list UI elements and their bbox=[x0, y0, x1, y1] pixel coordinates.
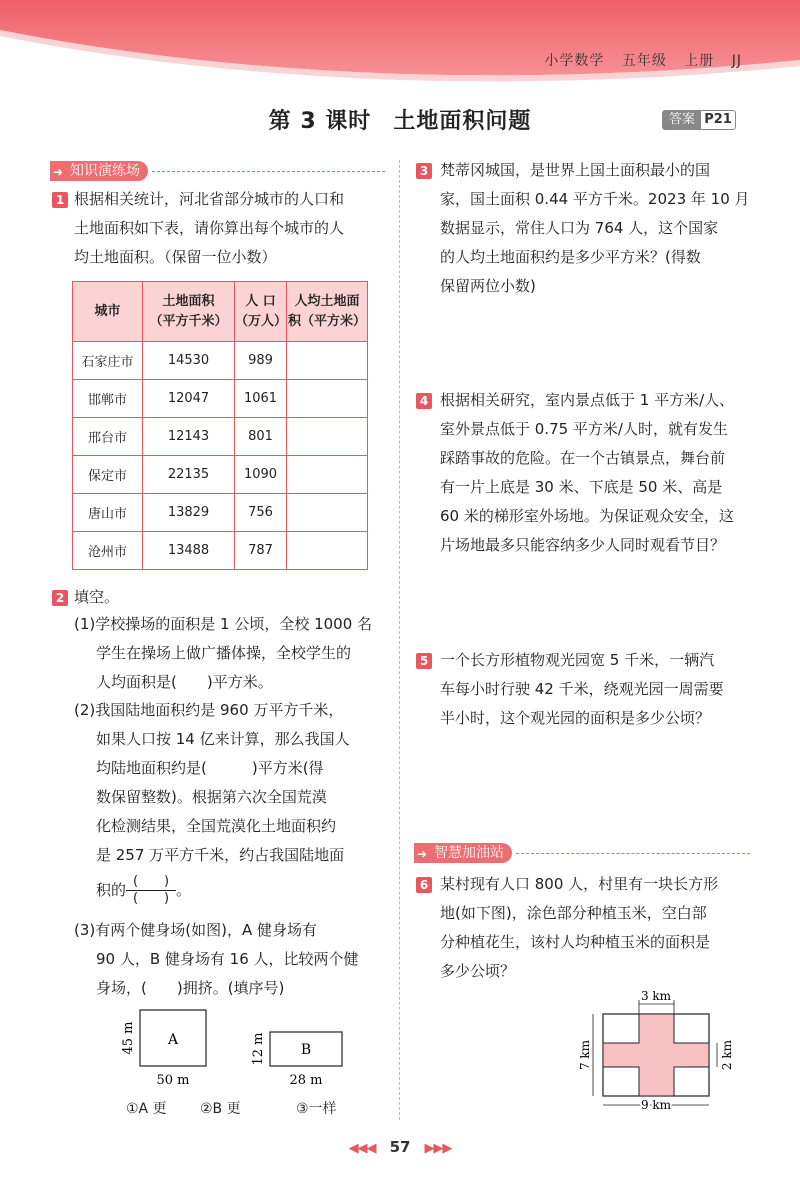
q2-intro: 填空。 bbox=[74, 588, 120, 606]
q5-line: 一个长方形植物观光园宽 5 千米，一辆汽 bbox=[440, 651, 715, 669]
question-number: 4 bbox=[416, 393, 432, 409]
q1-line: 均土地面积。（保留一位小数） bbox=[74, 248, 277, 266]
cell-answer-blank[interactable] bbox=[287, 342, 368, 380]
dim-left: 7 km bbox=[578, 1039, 592, 1071]
q6-line: 分种植花生，该村人均种植玉米的面积是 bbox=[440, 933, 711, 951]
q4-line: 踩踏事故的危险。在一个古镇景点，舞台前 bbox=[440, 449, 726, 467]
rect-b-side: 12 m bbox=[251, 1032, 266, 1066]
question-number: 2 bbox=[52, 590, 68, 606]
q2-line: (3)有两个健身场(如图)，A 健身场有 bbox=[74, 921, 317, 939]
q2-line: (1)学校操场的面积是 1 公顷，全校 1000 名 bbox=[74, 615, 373, 633]
q1-text bbox=[74, 185, 384, 272]
q5-line: 车每小时行驶 42 千米，绕观光园一周需要 bbox=[440, 680, 724, 698]
section-divider bbox=[152, 171, 385, 172]
page-footer bbox=[0, 1138, 800, 1156]
table-row bbox=[73, 380, 368, 418]
section-challenge bbox=[414, 843, 750, 863]
option-b[interactable]: ②B 更 bbox=[200, 1101, 241, 1117]
q4-line: 片场地最多只能容纳多少人同时观看节目？ bbox=[440, 536, 726, 554]
rect-a-label: A bbox=[167, 1032, 179, 1048]
cell-answer-blank[interactable] bbox=[287, 380, 368, 418]
column-divider bbox=[399, 160, 400, 1120]
cell-city: 石家庄市 bbox=[73, 342, 143, 380]
cell-area: 22135 bbox=[143, 456, 235, 494]
q4-line: 有一片上底是 30 米、下底是 50 米、高是 bbox=[440, 478, 723, 496]
answer-reference bbox=[662, 110, 736, 130]
q2-line: 90 人，B 健身场有 16 人，比较两个健 bbox=[96, 950, 359, 968]
rect-b-bottom: 28 m bbox=[289, 1073, 323, 1088]
page-number: 57 bbox=[389, 1138, 411, 1156]
rect-a-bottom: 50 m bbox=[156, 1073, 190, 1088]
lesson-name: 土地面积问题 bbox=[393, 109, 532, 134]
cell-answer-blank[interactable] bbox=[287, 418, 368, 456]
q2-line: 身场，( )拥挤。(填序号) bbox=[96, 979, 285, 997]
table-row bbox=[73, 456, 368, 494]
next-arrows-icon: ▶▶▶ bbox=[424, 1141, 452, 1156]
q1-line: 根据相关统计，河北省部分城市的人口和 bbox=[74, 190, 345, 208]
q5-line: 半小时，这个观光园的面积是多少公顷？ bbox=[440, 709, 711, 727]
cell-area: 12047 bbox=[143, 380, 235, 418]
option-c[interactable]: ③一样 bbox=[296, 1101, 337, 1117]
q1-line: 土地面积如下表，请你算出每个城市的人 bbox=[74, 219, 345, 237]
rect-b-label: B bbox=[300, 1042, 312, 1058]
q6-line: 某村现有人口 800 人，村里有一块长方形 bbox=[440, 875, 719, 893]
cell-population: 756 bbox=[235, 494, 287, 532]
header-subject: 小学数学 bbox=[544, 53, 605, 69]
lesson-number: 第 3 课时 bbox=[268, 109, 372, 134]
q2-fraction-line: 积的$\frac{( )}{( )}$。 bbox=[96, 874, 192, 906]
table-row bbox=[73, 494, 368, 532]
col-header-per-capita: 人均土地面 积（平方米） bbox=[287, 282, 368, 342]
q6-line: 地(如下图)，涂色部分种植玉米，空白部 bbox=[440, 904, 707, 922]
cell-city: 沧州市 bbox=[73, 532, 143, 570]
table-row bbox=[73, 342, 368, 380]
cross-field-figure bbox=[575, 986, 745, 1112]
cell-city: 邯郸市 bbox=[73, 380, 143, 418]
dim-bottom: 9 km bbox=[640, 1098, 672, 1112]
q2-line: 学生在操场上做广播体操，全校学生的 bbox=[96, 644, 352, 662]
table-header-row bbox=[73, 282, 368, 342]
city-data-table bbox=[72, 281, 368, 570]
col-header-population: 人 口 （万人） bbox=[235, 282, 287, 342]
cell-area: 13829 bbox=[143, 494, 235, 532]
q2-line: 数保留整数)。根据第六次全国荒漠 bbox=[96, 788, 327, 806]
cell-population: 1061 bbox=[235, 380, 287, 418]
q4-line: 室外景点低于 0.75 平方米/人时，就有发生 bbox=[440, 420, 728, 438]
section-practice-label: 知识演练场 bbox=[70, 163, 140, 179]
cell-area: 13488 bbox=[143, 532, 235, 570]
question-number: 1 bbox=[52, 192, 68, 208]
question-number: 5 bbox=[416, 653, 432, 669]
cell-answer-blank[interactable] bbox=[287, 456, 368, 494]
fraction-blank[interactable]: $\frac{( )}{( )}$ bbox=[126, 875, 176, 906]
dim-right: 2 km bbox=[720, 1039, 734, 1071]
q3-text bbox=[440, 156, 775, 301]
q6-line: 多少公顷？ bbox=[440, 962, 516, 980]
q4-line: 根据相关研究，室内景点低于 1 平方米/人、 bbox=[440, 391, 735, 409]
question-number: 3 bbox=[416, 163, 432, 179]
q3-line: 梵蒂冈城国，是世界上国土面积最小的国 bbox=[440, 161, 711, 179]
col-header-city: 城市 bbox=[73, 282, 143, 342]
header-edition: JJ bbox=[731, 53, 742, 69]
q5-text bbox=[440, 646, 780, 733]
table-row bbox=[73, 418, 368, 456]
q4-line: 60 米的梯形室外场地。为保证观众安全，这 bbox=[440, 507, 734, 525]
cell-population: 1090 bbox=[235, 456, 287, 494]
q2-line: 如果人口按 14 亿来计算，那么我国人 bbox=[96, 730, 350, 748]
arrow-icon: ➜ bbox=[53, 165, 64, 179]
q3-line: 家，国土面积 0.44 平方千米。2023 年 10 月 bbox=[440, 190, 750, 208]
answer-page: P21 bbox=[704, 112, 732, 127]
q6-text bbox=[440, 870, 775, 986]
q2-part1 bbox=[74, 610, 384, 697]
cell-city: 保定市 bbox=[73, 456, 143, 494]
q4-text bbox=[440, 386, 780, 560]
table-row bbox=[73, 532, 368, 570]
header-volume: 上册 bbox=[684, 53, 715, 69]
cell-answer-blank[interactable] bbox=[287, 532, 368, 570]
q3-line: 的人均土地面积约是多少平方米？(得数 bbox=[440, 248, 701, 266]
cell-population: 989 bbox=[235, 342, 287, 380]
fitness-figures bbox=[110, 1000, 380, 1092]
cell-city: 邢台市 bbox=[73, 418, 143, 456]
q2-part2 bbox=[74, 696, 384, 910]
q3-line: 数据显示，常住人口为 764 人，这个国家 bbox=[440, 219, 719, 237]
dim-top: 3 km bbox=[640, 989, 672, 1003]
section-divider bbox=[516, 853, 750, 854]
page-header bbox=[0, 0, 800, 82]
cell-area: 14530 bbox=[143, 342, 235, 380]
q3-line: 保留两位小数) bbox=[440, 277, 536, 295]
cell-answer-blank[interactable] bbox=[287, 494, 368, 532]
arrow-icon: ➜ bbox=[417, 847, 428, 861]
cell-population: 801 bbox=[235, 418, 287, 456]
cell-population: 787 bbox=[235, 532, 287, 570]
col-header-area: 土地面积 （平方千米） bbox=[143, 282, 235, 342]
header-text bbox=[532, 50, 742, 70]
rect-a-side: 45 m bbox=[121, 1021, 136, 1055]
q2-line: 人均面积是( )平方米。 bbox=[96, 673, 273, 691]
prev-arrows-icon: ◀◀◀ bbox=[348, 1141, 376, 1156]
q2-line: (2)我国陆地面积约是 960 万平方千米， bbox=[74, 701, 344, 719]
q2-part3 bbox=[74, 916, 384, 1003]
section-practice bbox=[50, 161, 385, 181]
section-challenge-label: 智慧加油站 bbox=[434, 845, 504, 861]
answer-label: 答案 bbox=[663, 111, 701, 129]
q2-line: 均陆地面积约是( )平方米(得 bbox=[96, 759, 324, 777]
header-grade: 五年级 bbox=[621, 53, 667, 69]
option-a[interactable]: ①A 更 bbox=[126, 1101, 167, 1117]
q2-line: 是 257 万平方千米，约占我国陆地面 bbox=[96, 846, 345, 864]
cell-area: 12143 bbox=[143, 418, 235, 456]
question-number: 6 bbox=[416, 877, 432, 893]
cell-city: 唐山市 bbox=[73, 494, 143, 532]
q2-line: 化检测结果，全国荒漠化土地面积约 bbox=[96, 817, 337, 835]
